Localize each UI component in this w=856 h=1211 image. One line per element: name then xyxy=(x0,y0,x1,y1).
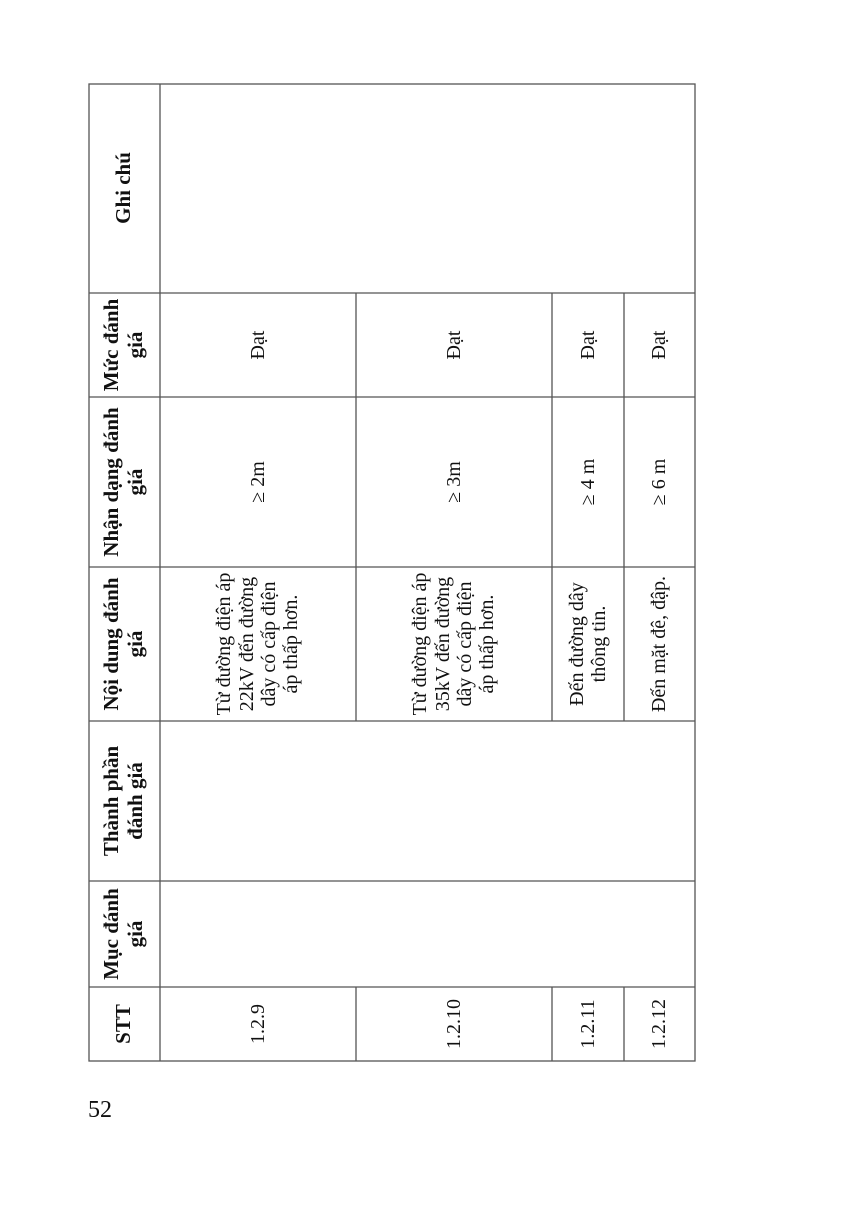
header-nhan-dang: Nhận dạng đánh giá xyxy=(99,407,147,557)
header-muc-danh-gia: Mức đánh giá xyxy=(99,298,147,392)
row-1-2-10-nhan-dang: ≥ 3m xyxy=(442,461,465,503)
row-1-2-10-noi-dung: Từ đường điện áp 35kV đến đường dây có cấp điện áp thấp hơn. xyxy=(409,572,499,716)
row-1-2-11-nhan-dang: ≥ 4 m xyxy=(576,458,599,506)
header-thanh-phan: Thành phần đánh giá xyxy=(99,745,147,857)
row-1-2-11-muc-do: Đạt xyxy=(576,330,599,360)
row-1-2-10-muc-do: Đạt xyxy=(442,330,465,360)
row-1-2-9-muc-do: Đạt xyxy=(246,330,269,360)
row-1-2-12-nhan-dang: ≥ 6 m xyxy=(647,458,670,506)
row-1-2-12-stt: 1.2.12 xyxy=(647,999,670,1049)
row-1-2-12-noi-dung: Đến mặt đê, đập. xyxy=(647,575,670,713)
page-number: 52 xyxy=(88,1097,112,1123)
row-1-2-11-noi-dung: Đến đường dây thông tin. xyxy=(565,582,610,706)
row-1-2-9-stt: 1.2.9 xyxy=(246,1004,269,1044)
row-1-2-12-muc-do: Đạt xyxy=(647,330,670,360)
row-1-2-11-stt: 1.2.11 xyxy=(576,999,599,1049)
row-1-2-10-stt: 1.2.10 xyxy=(442,999,465,1049)
header-noi-dung: Nội dung đánh giá xyxy=(99,577,147,711)
row-1-2-9-noi-dung: Từ đường điện áp 22kV đến đường dây có cấp điện áp thấp hơn. xyxy=(213,572,303,716)
header-stt: STT xyxy=(111,1004,136,1044)
header-ghi-chu: Ghi chú xyxy=(111,152,136,224)
row-1-2-9-nhan-dang: ≥ 2m xyxy=(246,461,269,503)
header-muc: Mục đánh giá xyxy=(99,888,147,980)
